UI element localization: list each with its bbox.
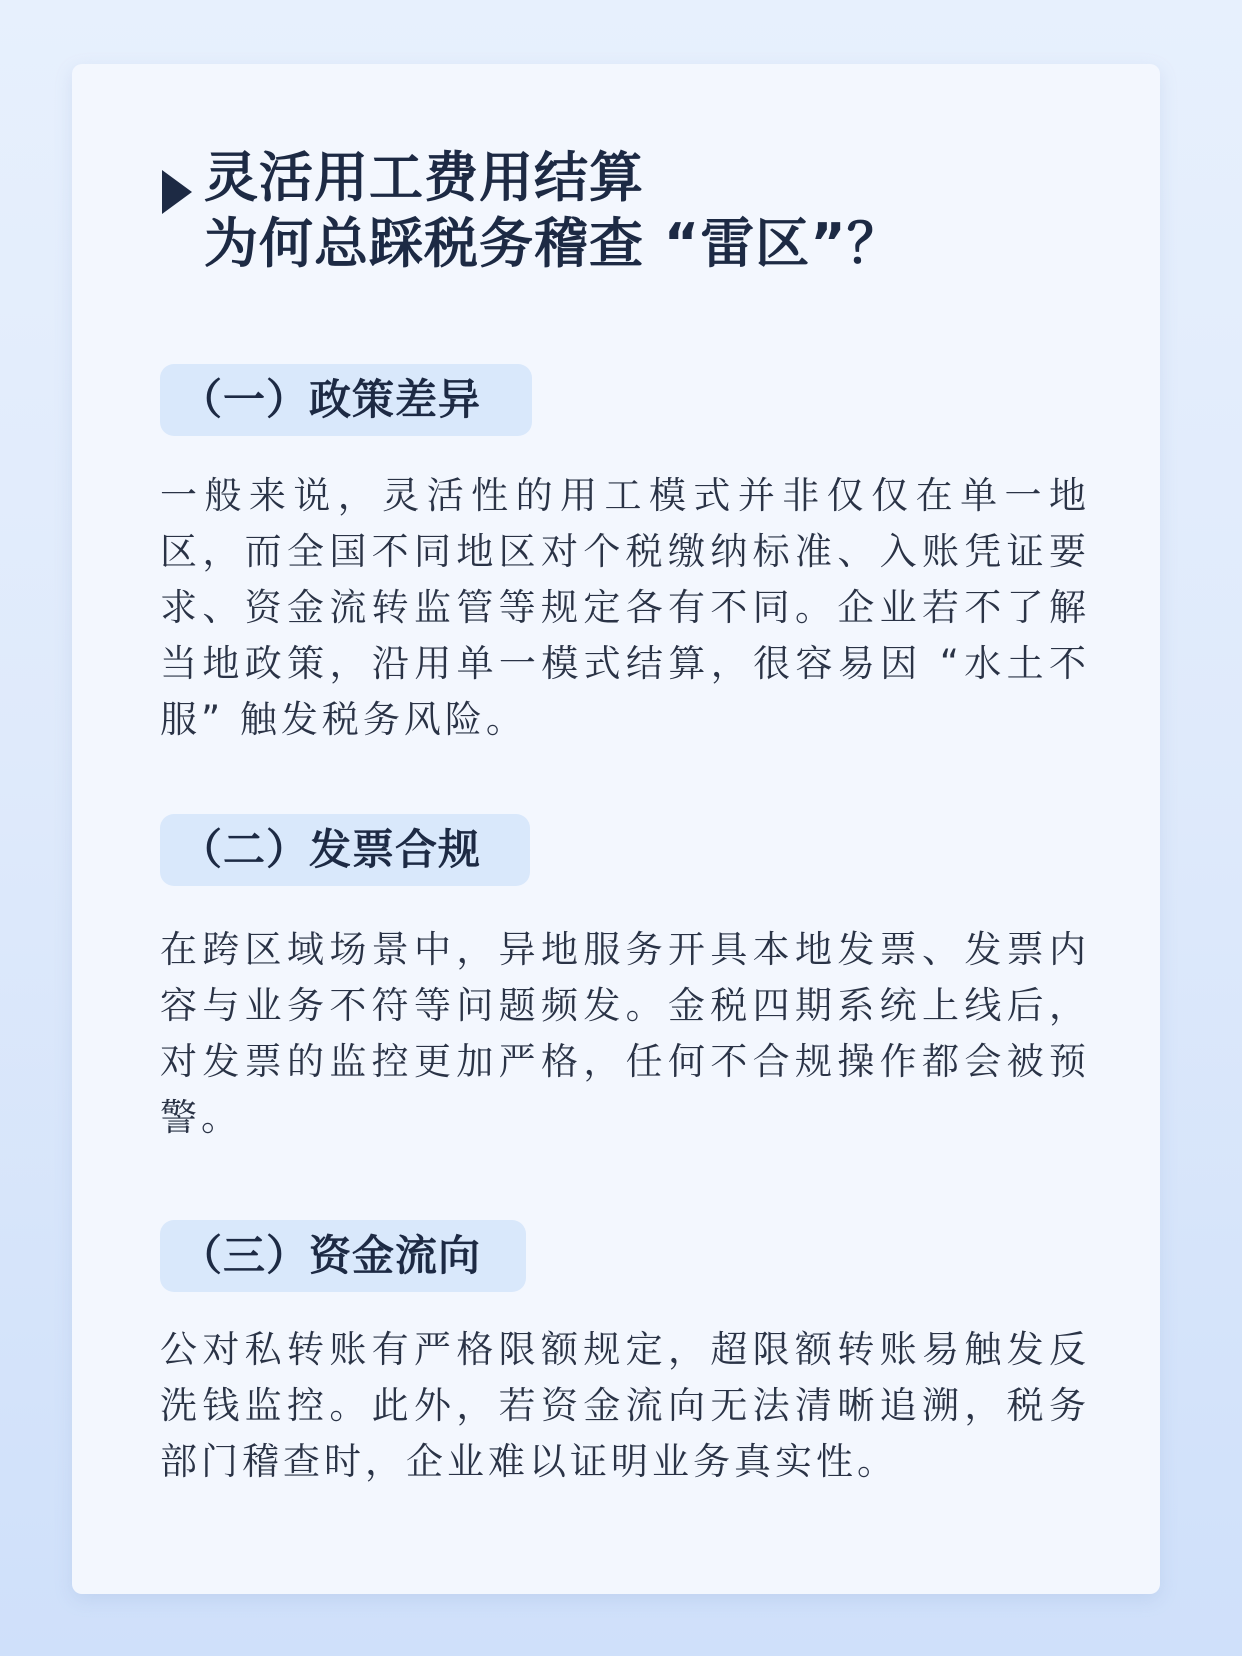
section-label-policy: （一）政策差异 — [160, 364, 532, 436]
content-card — [72, 64, 1160, 1594]
section-body-invoice: 在跨区域场景中，异地服务开具本地发票、发票内容与业务不符等问题频发。金税四期系统上线后，对发票的监控更加严格，任何不合规操作都会被预警。 — [160, 928, 1090, 1139]
section-label-invoice: （二）发票合规 — [160, 814, 530, 886]
page-title-line-2: 为何总踩税务稽查 “雷区”？ — [204, 212, 902, 275]
section-label-funds: （三）资金流向 — [160, 1220, 526, 1292]
triangle-right-icon — [162, 170, 192, 214]
section-body-funds: 公对私转账有严格限额规定，超限额转账易触发反洗钱监控。此外，若资金流向无法清晰追溯，税务部门稽查时，企业难以证明业务真实性。 — [160, 1328, 1090, 1483]
section-body-policy: 一般来说，灵活性的用工模式并非仅仅在单一地区，而全国不同地区对个税缴纳标准、入账凭证要求、资金流转监管等规定各有不同。企业若不了解当地政策，沿用单一模式结算，很容易因 “水土不服” 触发税务风险。 — [160, 474, 1090, 741]
page-title-line-1: 灵活用工费用结算 — [204, 146, 644, 209]
